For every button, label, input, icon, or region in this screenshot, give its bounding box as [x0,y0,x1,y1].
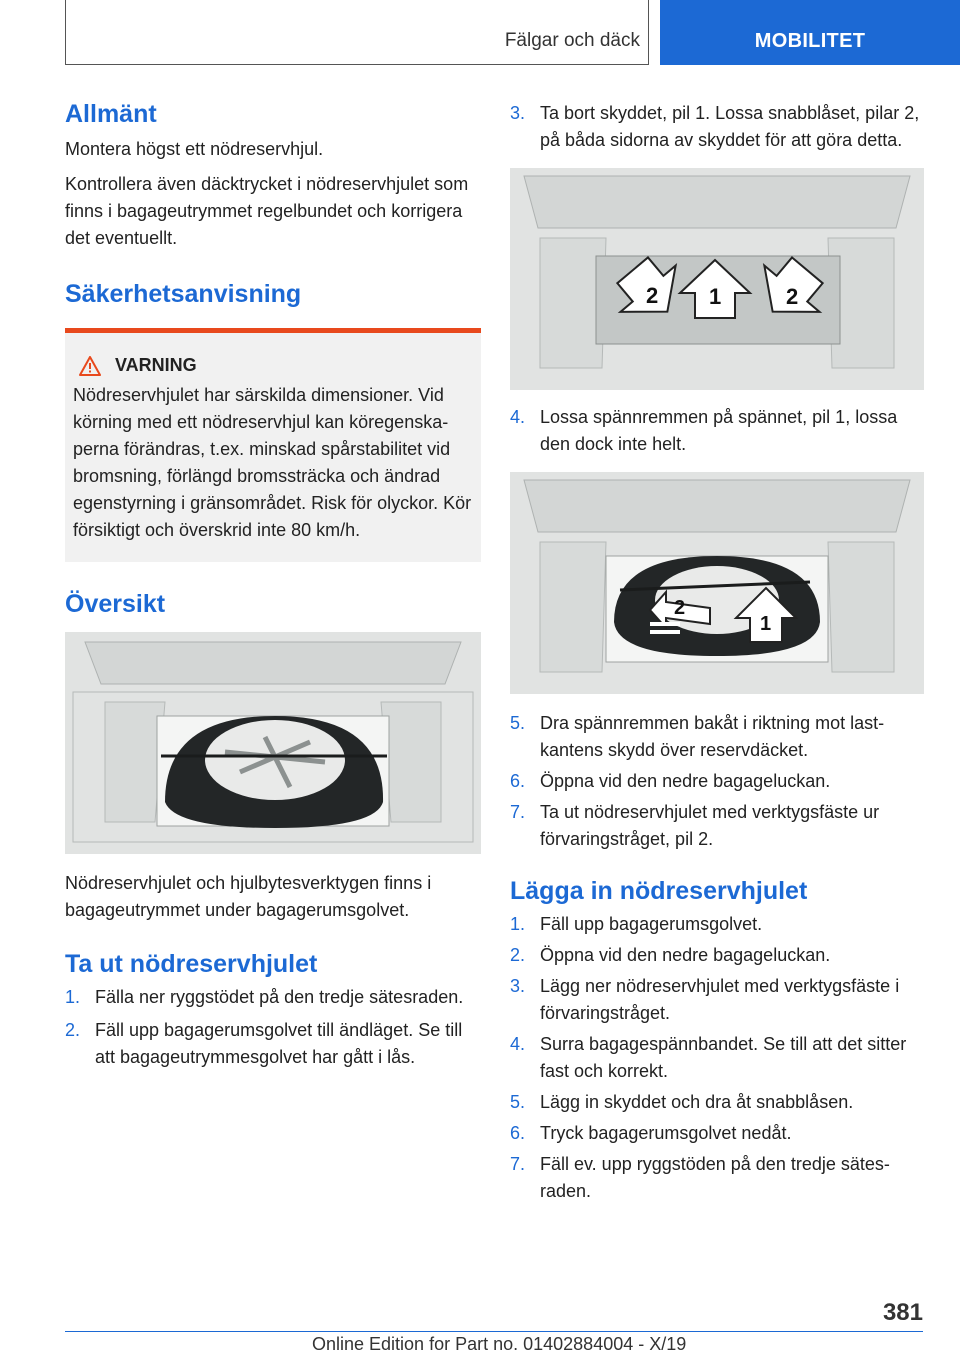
list-item-text: Öppna vid den nedre bagageluckan. [540,771,831,791]
safety-heading: Säkerhetsanvisning [65,280,302,308]
list-item-text: Lägg in skyddet och dra åt snabblåsen. [540,1092,854,1112]
remove-steps-cont-list [510,710,924,853]
cover-arrows-illustration [510,168,924,390]
list-item [510,404,924,458]
list-item-number: 3. [510,103,526,123]
list-item-number: 1. [65,987,81,1007]
list-item-text: Fäll upp bagagerumsgolvet. [540,914,763,934]
list-item-text: Öppna vid den nedre bagageluckan. [540,945,831,965]
list-item-number: 7. [510,802,526,822]
list-item-text: Ta bort skyddet, pil 1. Lossa snabblåset, pilar 2, på båda sidorna av skyddet för att göra detta. [540,103,920,150]
strap-release-figure [510,472,924,694]
fig1-arrow-label-center: 1 [709,284,722,309]
warning-title [73,355,473,376]
list-item-number: 6. [510,771,526,791]
list-item [510,768,924,795]
list-item-text: Tryck bagagerumsgolvet nedåt. [540,1123,792,1143]
list-item [510,710,924,764]
list-item-text: Dra spännremmen bakåt i riktning mot lastkantens skydd över reservdäcket. [540,713,885,760]
overview-caption: Nödreservhjulet och hjulbytesverktygen finns i bagageutrymmet under bagagerumsgolvet. [65,873,432,920]
warning-triangle-icon [79,356,101,376]
warning-label: VARNING [115,355,197,375]
list-item-text: Ta ut nödreservhjulet med verktygsfäste ur förvaringstråget, pil 2. [540,802,880,849]
overview-figure [65,632,481,854]
list-item [510,799,924,853]
list-item-number: 5. [510,713,526,733]
remove-steps-list [65,984,481,1071]
right-column [510,100,924,1205]
fig2-arrow-label-left: 2 [674,597,686,619]
list-item-text: Lossa spännremmen på spännet, pil 1, lossa den dock inte helt. [540,407,898,454]
list-item-text: Fäll upp bagagerumsgolvet till ändläget. Se till att bagageutrymmesgolvet har gått i lås. [95,1020,463,1067]
warning-text: Nödreservhjulet har särskilda dimensioner. Vid körning med ett nödreservhjul kan köregenskaperna förändras, t.ex. minskad spårstabilitet vid bromsning, förlängd bromssträcka och ändrad egenstyrning i gränsområdet. Risk för olyckor. Kör försiktigt och överskrid inte 80 km/h. [73,385,472,540]
allmant-heading: Allmänt [65,100,157,128]
list-item [510,1120,924,1147]
cover-removal-figure [510,168,924,390]
header-section-box [65,0,649,65]
list-item-number: 3. [510,976,526,996]
page-number: 381 [882,1299,923,1326]
list-item-number: 4. [510,1034,526,1054]
list-item [65,984,481,1011]
fig1-arrow-label-right: 2 [786,284,799,309]
list-item-text: Surra bagagespännbandet. Se till att det sitter fast och korrekt. [540,1034,907,1081]
list-item-number: 7. [510,1154,526,1174]
list-item-text: Fälla ner ryggstödet på den tredje sätesraden. [95,987,464,1007]
list-item [510,911,924,938]
list-item-number: 2. [510,945,526,965]
allmant-paragraph-1: Montera högst ett nödreservhjul. [65,139,324,159]
list-item-number: 6. [510,1123,526,1143]
insert-heading: Lägga in nödreservhjulet [510,877,808,905]
list-item-number: 4. [510,407,526,427]
header-chapter-tab[interactable]: MOBILITET [660,0,960,65]
list-item [65,1017,481,1071]
footer-divider [65,1331,923,1332]
list-item-number: 5. [510,1092,526,1112]
footer-edition-text: Online Edition for Part no. 01402884004 - X/19 [312,1334,687,1354]
header-section-title: Fälgar och däck [504,30,640,51]
insert-steps-list [510,911,924,1205]
list-item-text: Fäll ev. upp ryggstöden på den tredje sätesraden. [540,1154,890,1201]
list-item [510,942,924,969]
list-item [510,1151,924,1205]
spare-wheel-in-trunk-illustration [65,632,481,854]
strap-arrows-illustration [510,472,924,694]
list-item [510,1031,924,1085]
overview-heading: Översikt [65,590,166,618]
fig1-arrow-label-left: 2 [646,283,659,308]
list-item [510,100,924,154]
list-item-number: 1. [510,914,526,934]
warning-box [65,328,481,562]
fig2-arrow-label-right: 1 [760,613,772,635]
allmant-paragraph-2: Kontrollera även däcktrycket i nödreservhjulet som finns i bagageutrymmet regelbundet och korrigera det eventuellt. [65,174,469,248]
remove-heading: Ta ut nödreservhjulet [65,950,318,978]
list-item-number: 2. [65,1020,81,1040]
list-item-text: Lägg ner nödreservhjulet med verktygsfäste i förvaringstråget. [540,976,900,1023]
left-column [65,98,481,1071]
list-item [510,1089,924,1116]
list-item [510,973,924,1027]
